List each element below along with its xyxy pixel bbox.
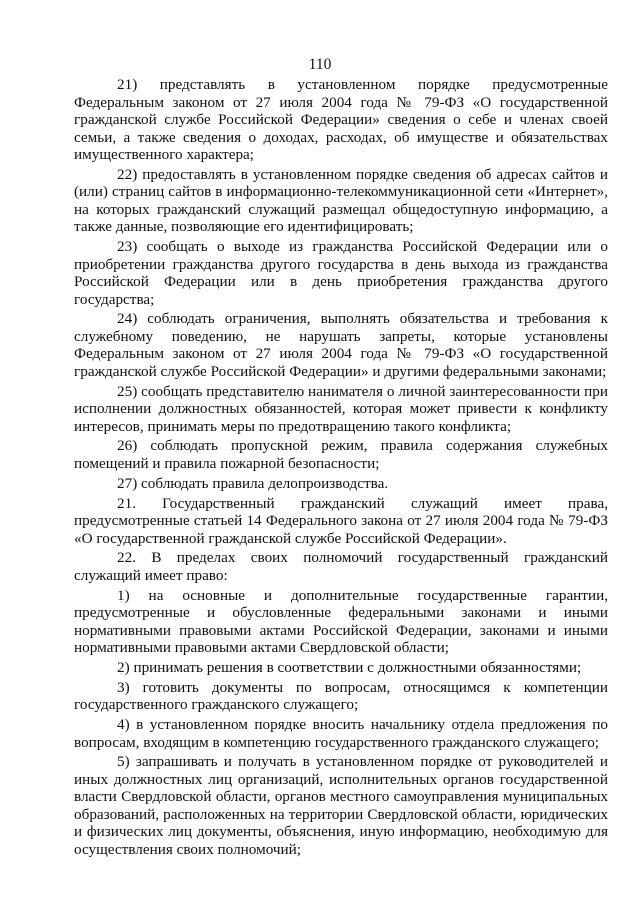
list-item-26-access-regime: 26) соблюдать пропускной режим, правила содержания служебных помещений и правила пожарной безопасности;: [74, 437, 608, 472]
right-item-1-guarantees: 1) на основные и дополнительные государственные гарантии, предусмотренные и обусловленные федеральными законами и иными нормативными правовыми актами Российской Федерации, законами и иными нормативными правовыми актами Свердловской области;: [74, 586, 608, 657]
list-item-22-website-info: 22) предоставлять в установленном порядке сведения об адресах сайтов и (или) страниц сайтов в информационно-телекоммуникационной сети «Интернет», на которых гражданский служащий размещал общедоступную информацию, а также данные, позволяющие его идентифицировать;: [74, 165, 608, 236]
list-item-21-submit-income-info: 21) представлять в установленном порядке предусмотренные Федеральным законом от 27 июля 2004 года № 79-ФЗ «О государственной гражданской службе Российской Федерации» сведения о себе и членах своей семьи, а также сведения о доходах, расходах, об имуществе и обязательствах имущественного характера;: [74, 76, 608, 163]
right-item-5-requests: 5) запрашивать и получать в установленном порядке от руководителей и иных должностных лиц организаций, исполнительных органов государственной власти Свердловской области, органов местного самоуправления муниципальных образований, расположенных на территории Свердловской области, юридических и физических лиц документы, объяснения, иную информацию, необходимую для осуществления своих полномочий;: [74, 753, 608, 858]
right-item-3-documents: 3) готовить документы по вопросам, относящимся к компетенции государственного гражданского служащего;: [74, 678, 608, 714]
section-21-rights: 21. Государственный гражданский служащий имеет права, предусмотренные статьей 14 Федерального закона от 27 июля 2004 года № 79-ФЗ «О государственной гражданской службе Российской Федерации».: [74, 494, 608, 547]
right-item-2-decisions: 2) принимать решения в соответствии с должностными обязанностями;: [117, 658, 582, 676]
list-item-27-records-management: 27) соблюдать правила делопроизводства.: [117, 474, 389, 492]
page-number: 110: [308, 56, 332, 73]
right-item-4-proposals: 4) в установленном порядке вносить начальнику отдела предложения по вопросам, входящим в компетенцию государственного гражданского служащего;: [74, 716, 608, 751]
section-22-powers-intro: 22. В пределах своих полномочий государственный гражданский служащий имеет право:: [74, 549, 608, 584]
list-item-23-citizenship-change: 23) сообщать о выходе из гражданства Российской Федерации или о приобретении гражданства другого государства в день выхода из гражданства Российской Федерации или в день приобретения гражданства другого государства;: [74, 238, 608, 308]
list-item-24-restrictions: 24) соблюдать ограничения, выполнять обязательства и требования к служебному поведению, не нарушать запреты, которые установлены Федеральным законом от 27 июля 2004 года № 79-ФЗ «О государственной гражданской службе Российской Федерации» и другими федеральными законами;: [74, 310, 608, 380]
document-body: [74, 76, 608, 861]
list-item-25-conflict-of-interest: 25) сообщать представителю нанимателя о личной заинтересованности при исполнении должностных обязанностей, которая может привести к конфликту интересов, принимать меры по предотвращению такого конфликта;: [74, 382, 608, 435]
